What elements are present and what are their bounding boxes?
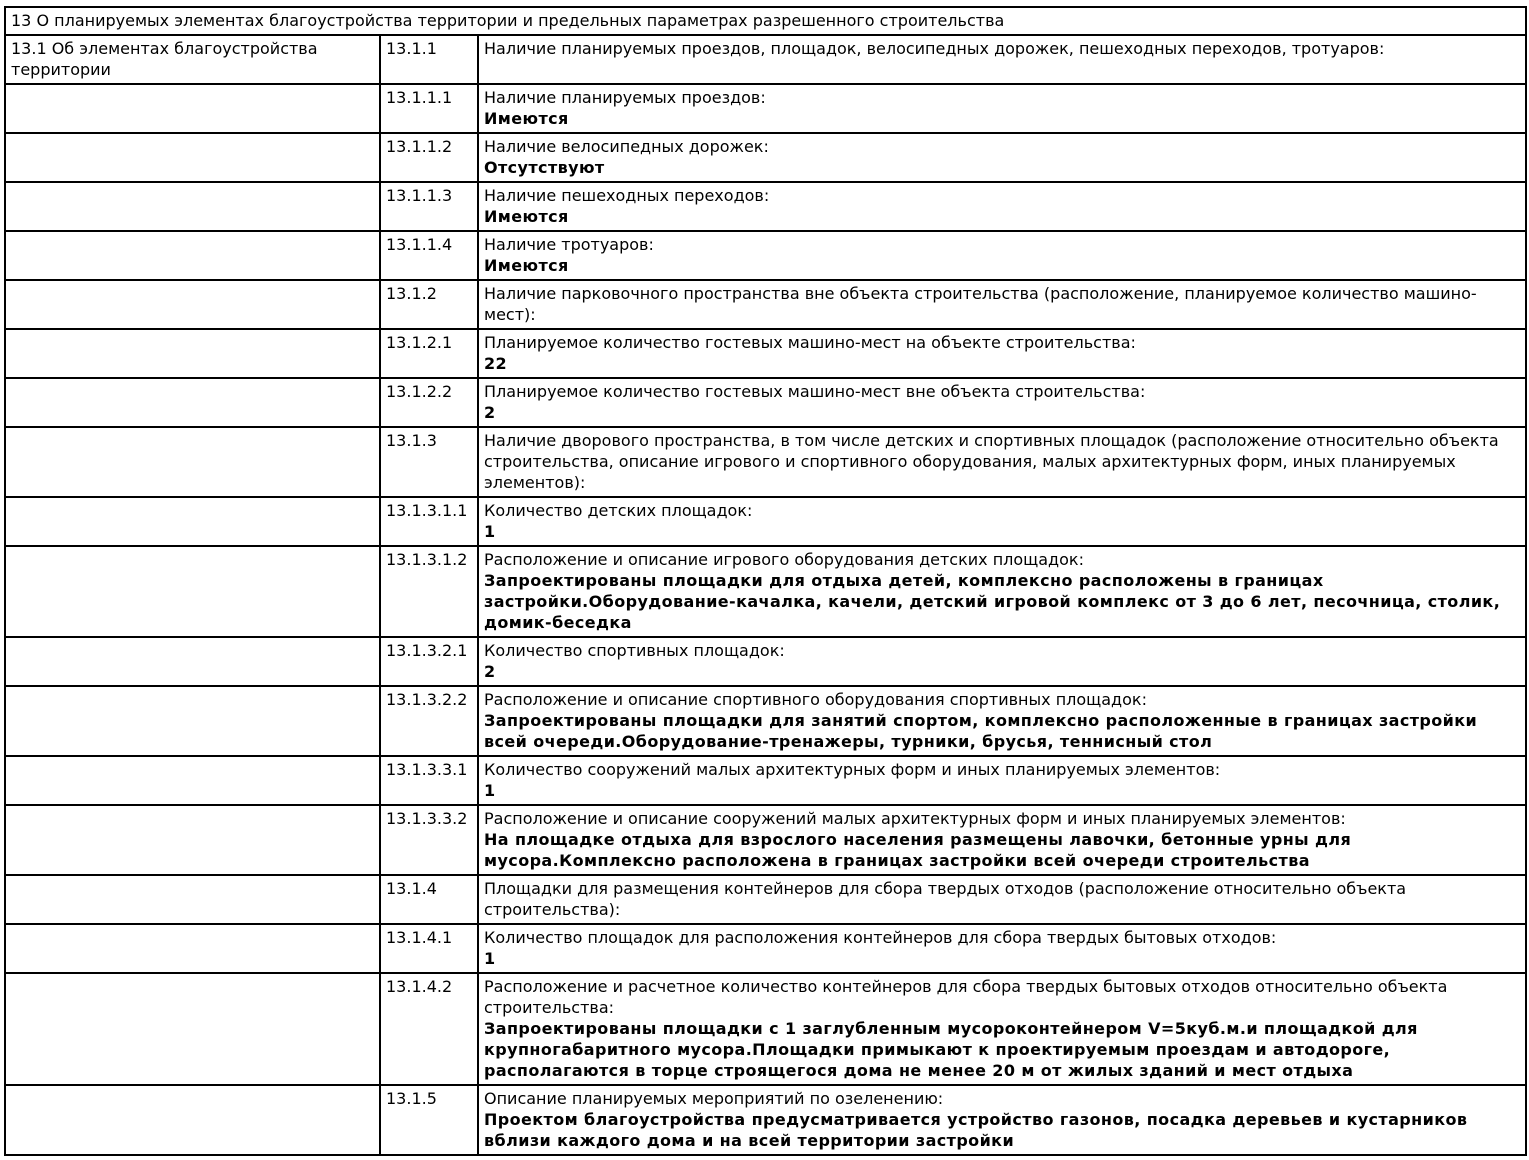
row-content-cell bbox=[478, 875, 1526, 924]
table-row bbox=[5, 686, 1526, 756]
table-row bbox=[5, 231, 1526, 280]
field-value: 2 bbox=[484, 403, 496, 422]
row-code: 13.1.3.3.2 bbox=[380, 805, 478, 875]
field-label: Наличие пешеходных переходов: bbox=[484, 186, 770, 205]
section-title-cell bbox=[5, 182, 380, 231]
row-code: 13.1.4.2 bbox=[380, 973, 478, 1085]
row-content-cell bbox=[478, 756, 1526, 805]
table-header-row bbox=[5, 7, 1526, 35]
field-value: Имеются bbox=[484, 256, 569, 275]
declaration-table bbox=[4, 6, 1527, 1156]
table-row bbox=[5, 805, 1526, 875]
row-content-cell bbox=[478, 427, 1526, 497]
field-label: Наличие дворового пространства, в том числе детских и спортивных площадок (расположение относительно объекта строительства, описание игрового и спортивного оборудования, малых архитектурных форм, иных планируемых элементов): bbox=[484, 431, 1499, 492]
row-content-cell bbox=[478, 924, 1526, 973]
field-label: Наличие парковочного пространства вне объекта строительства (расположение, планируемое количество машино-мест): bbox=[484, 284, 1477, 324]
row-code: 13.1.4.1 bbox=[380, 924, 478, 973]
field-label: Площадки для размещения контейнеров для сбора твердых отходов (расположение относительно объекта строительства): bbox=[484, 879, 1407, 919]
section-title-cell bbox=[5, 924, 380, 973]
section-title-cell bbox=[5, 637, 380, 686]
field-label: Количество площадок для расположения контейнеров для сбора твердых бытовых отходов: bbox=[484, 928, 1277, 947]
row-code: 13.1.5 bbox=[380, 1085, 478, 1155]
section-title-cell bbox=[5, 1085, 380, 1155]
section-title-cell bbox=[5, 546, 380, 637]
row-code: 13.1.1.3 bbox=[380, 182, 478, 231]
table-body bbox=[5, 35, 1526, 1155]
section-title-cell bbox=[5, 427, 380, 497]
row-content-cell bbox=[478, 182, 1526, 231]
row-code: 13.1.1.2 bbox=[380, 133, 478, 182]
row-content-cell bbox=[478, 329, 1526, 378]
table-row bbox=[5, 378, 1526, 427]
field-label: Количество сооружений малых архитектурных форм и иных планируемых элементов: bbox=[484, 760, 1221, 779]
section-title-cell bbox=[5, 84, 380, 133]
row-code: 13.1.3.2.2 bbox=[380, 686, 478, 756]
table-row bbox=[5, 973, 1526, 1085]
section-title-cell bbox=[5, 756, 380, 805]
row-content-cell bbox=[478, 84, 1526, 133]
field-value: Запроектированы площадки для отдыха детей, комплексно расположены в границах застройки.Оборудование-качалка, качели, детский игровой комплекс от 3 до 6 лет, песочница, столик, домик-беседка bbox=[484, 571, 1501, 632]
section-title-cell bbox=[5, 497, 380, 546]
section-title-cell bbox=[5, 973, 380, 1085]
row-content-cell bbox=[478, 973, 1526, 1085]
row-code: 13.1.4 bbox=[380, 875, 478, 924]
field-label: Количество спортивных площадок: bbox=[484, 641, 785, 660]
field-label: Расположение и описание спортивного оборудования спортивных площадок: bbox=[484, 690, 1147, 709]
field-value: Отсутствуют bbox=[484, 158, 605, 177]
field-label: Наличие велосипедных дорожек: bbox=[484, 137, 769, 156]
row-code: 13.1.3.1.2 bbox=[380, 546, 478, 637]
row-content-cell bbox=[478, 35, 1526, 84]
table-row bbox=[5, 427, 1526, 497]
section-title-cell bbox=[5, 231, 380, 280]
row-content-cell bbox=[478, 497, 1526, 546]
row-content-cell bbox=[478, 231, 1526, 280]
field-value: Проектом благоустройства предусматривается устройство газонов, посадка деревьев и кустарников вблизи каждого дома и на всей территории застройки bbox=[484, 1110, 1468, 1150]
section-title-cell bbox=[5, 805, 380, 875]
field-value: Запроектированы площадки для занятий спортом, комплексно расположенные в границах застройки всей очереди.Оборудование-тренажеры, турники, брусья, теннисный стол bbox=[484, 711, 1478, 751]
field-label: Количество детских площадок: bbox=[484, 501, 753, 520]
section-title-cell bbox=[5, 875, 380, 924]
field-label: Наличие планируемых проездов: bbox=[484, 88, 766, 107]
table-row bbox=[5, 329, 1526, 378]
table-row bbox=[5, 84, 1526, 133]
row-code: 13.1.2 bbox=[380, 280, 478, 329]
table-row bbox=[5, 756, 1526, 805]
section-title-cell bbox=[5, 133, 380, 182]
row-content-cell bbox=[478, 637, 1526, 686]
row-code: 13.1.3 bbox=[380, 427, 478, 497]
row-content-cell bbox=[478, 805, 1526, 875]
table-row bbox=[5, 35, 1526, 84]
table-row bbox=[5, 133, 1526, 182]
table-row bbox=[5, 546, 1526, 637]
row-code: 13.1.3.3.1 bbox=[380, 756, 478, 805]
section-title-cell: 13.1 Об элементах благоустройства территории bbox=[5, 35, 380, 84]
table-row bbox=[5, 497, 1526, 546]
table-row bbox=[5, 637, 1526, 686]
field-label: Планируемое количество гостевых машино-мест на объекте строительства: bbox=[484, 333, 1136, 352]
section-title-cell bbox=[5, 329, 380, 378]
field-value: 1 bbox=[484, 949, 496, 968]
row-code: 13.1.2.2 bbox=[380, 378, 478, 427]
row-content-cell bbox=[478, 546, 1526, 637]
row-content-cell bbox=[478, 378, 1526, 427]
row-content-cell bbox=[478, 686, 1526, 756]
row-content-cell bbox=[478, 280, 1526, 329]
row-code: 13.1.1.1 bbox=[380, 84, 478, 133]
field-value: На площадке отдыха для взрослого населения размещены лавочки, бетонные урны для мусора.Комплексно расположена в границах застройки всей очереди строительства bbox=[484, 830, 1352, 870]
field-label: Расположение и описание сооружений малых архитектурных форм и иных планируемых элементов: bbox=[484, 809, 1346, 828]
row-code: 13.1.2.1 bbox=[380, 329, 478, 378]
field-value: Имеются bbox=[484, 109, 569, 128]
section-title-cell bbox=[5, 378, 380, 427]
field-label: Описание планируемых мероприятий по озеленению: bbox=[484, 1089, 944, 1108]
row-code: 13.1.3.1.1 bbox=[380, 497, 478, 546]
row-code: 13.1.1 bbox=[380, 35, 478, 84]
table-row bbox=[5, 182, 1526, 231]
row-code: 13.1.3.2.1 bbox=[380, 637, 478, 686]
field-value: Имеются bbox=[484, 207, 569, 226]
field-value: 1 bbox=[484, 522, 496, 541]
section-header: 13 О планируемых элементах благоустройства территории и предельных параметрах разрешенного строительства bbox=[5, 7, 1526, 35]
table-row bbox=[5, 1085, 1526, 1155]
table-row bbox=[5, 924, 1526, 973]
field-value: 2 bbox=[484, 662, 496, 681]
row-content-cell bbox=[478, 133, 1526, 182]
section-title-cell bbox=[5, 686, 380, 756]
field-label: Планируемое количество гостевых машино-мест вне объекта строительства: bbox=[484, 382, 1146, 401]
field-label: Расположение и описание игрового оборудования детских площадок: bbox=[484, 550, 1084, 569]
field-label: Наличие тротуаров: bbox=[484, 235, 654, 254]
row-code: 13.1.1.4 bbox=[380, 231, 478, 280]
table-row bbox=[5, 280, 1526, 329]
row-content-cell bbox=[478, 1085, 1526, 1155]
field-value: Запроектированы площадки с 1 заглубленным мусороконтейнером V=5куб.м.и площадкой для крупногабаритного мусора.Площадки примыкают к проектируемым проездам и автодороге, располагаются в торце строящегося дома не менее 20 м от жилых зданий и мест отдыха bbox=[484, 1019, 1418, 1080]
field-value: 1 bbox=[484, 781, 496, 800]
table-row bbox=[5, 875, 1526, 924]
field-label: Наличие планируемых проездов, площадок, велосипедных дорожек, пешеходных переходов, тротуаров: bbox=[484, 39, 1385, 58]
field-label: Расположение и расчетное количество контейнеров для сбора твердых бытовых отходов относительно объекта строительства: bbox=[484, 977, 1448, 1017]
field-value: 22 bbox=[484, 354, 508, 373]
section-title-cell bbox=[5, 280, 380, 329]
